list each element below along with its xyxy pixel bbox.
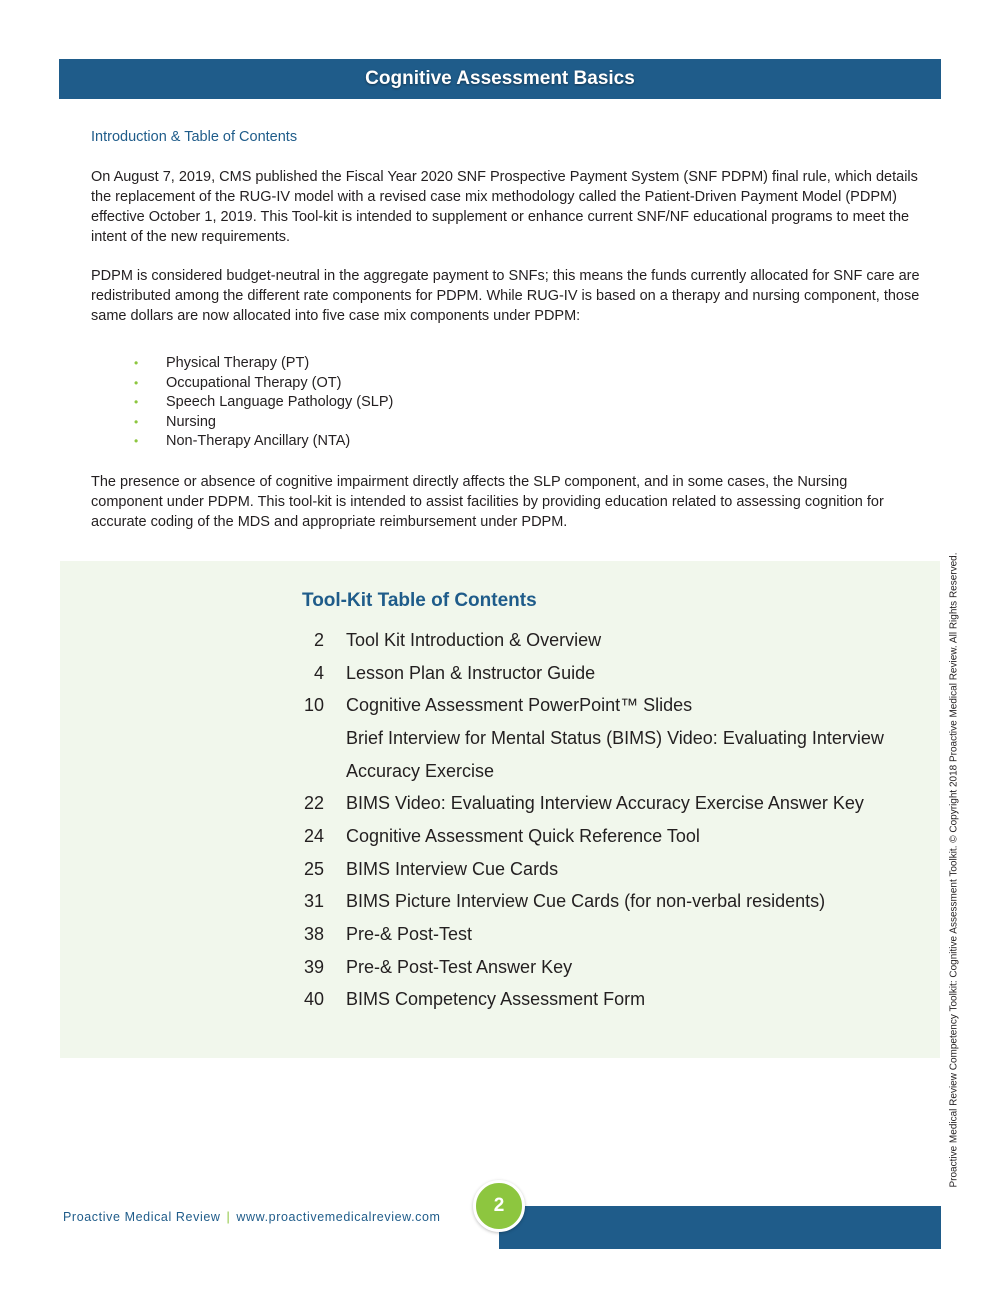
toc-entry [296, 886, 926, 919]
toc-entry-label: Accuracy Exercise [346, 760, 495, 781]
toc-entry [296, 657, 926, 690]
toc-entry-label: Brief Interview for Mental Status (BIMS) Video: Evaluating Interview [346, 727, 884, 748]
toc-entry-label: Pre-& Post-Test [346, 924, 473, 945]
toc-entry-label: BIMS Competency Assessment Form [346, 989, 646, 1010]
toc-title: Tool-Kit Table of Contents [302, 590, 537, 611]
toc-page-number: 24 [303, 825, 324, 846]
list-item [134, 354, 393, 374]
toc-entry [296, 787, 926, 820]
list-item [134, 432, 393, 452]
footer-bar [499, 1206, 941, 1249]
bullet-icon: • [134, 395, 139, 410]
toc-page-number: 39 [303, 956, 324, 977]
toc-page-number: 22 [303, 793, 324, 814]
toc-page-number: 25 [303, 858, 324, 879]
toc-entry [296, 689, 926, 722]
footer-separator: | [226, 1210, 231, 1224]
toc-entry [296, 984, 926, 1017]
page-title: Cognitive Assessment Basics [365, 68, 635, 89]
list-item-label: Non-Therapy Ancillary (NTA) [166, 433, 351, 450]
bullet-icon: • [134, 434, 139, 449]
side-copyright-text: Proactive Medical Review Competency Toolkit: Cognitive Assessment Toolkit. © Copyright 2018 Proactive Medical Review. All Rights Reserved. [948, 552, 960, 1188]
list-item-label: Speech Language Pathology (SLP) [166, 394, 394, 411]
list-item [134, 393, 393, 413]
bullet-icon: • [134, 414, 139, 429]
bullet-icon: • [134, 375, 139, 390]
toc-entry-label: Pre-& Post-Test Answer Key [346, 956, 573, 977]
list-item [134, 374, 393, 394]
bullet-icon: • [134, 356, 139, 370]
toc-page-number: 31 [303, 891, 324, 912]
list-item-label: Occupational Therapy (OT) [166, 374, 342, 391]
toc-page-number: 38 [303, 924, 324, 945]
toc-page-number: 2 [313, 629, 324, 650]
toc-entry-label: Cognitive Assessment PowerPoint™ Slides [346, 695, 693, 716]
toc-entry [296, 755, 926, 788]
toc-entry [296, 853, 926, 886]
intro-paragraph-1: On August 7, 2019, CMS published the Fiscal Year 2020 SNF Prospective Payment System (SNF PDPM) final rule, which details the replacement of the RUG-IV model with a revised case mix methodology called the Patient-Driven Payment Model (PDPM) effective October 1, 2019. This Tool-kit is intended to supplement or enhance current SNF/NF educational programs to meet the intent of the new requirements. [91, 169, 918, 245]
toc-entry-label: Lesson Plan & Instructor Guide [346, 662, 596, 683]
page-header-bar [59, 59, 941, 99]
list-item-label: Nursing [166, 413, 216, 430]
intro-paragraph-2: PDPM is considered budget-neutral in the aggregate payment to SNFs; this means the funds currently allocated for SNF care are redistributed among the different rate components for PDPM. While RUG-IV is based on a therapy and nursing component, those same dollars are now allocated into five case mix components under PDPM: [91, 268, 920, 324]
component-list [134, 354, 393, 452]
toc-entry [296, 951, 926, 984]
toc-entry-label: Cognitive Assessment Quick Reference Tool [346, 825, 700, 846]
list-item [134, 413, 393, 433]
toc-page-number: 10 [303, 695, 324, 716]
toc-entry [296, 624, 926, 657]
toc-entry [296, 918, 926, 951]
toc-page-number: 4 [313, 662, 324, 683]
list-item-label: Physical Therapy (PT) [166, 355, 310, 371]
toc-list [296, 624, 926, 1016]
footer-website-link[interactable]: www.proactivemedicalreview.com [236, 1210, 441, 1224]
toc-entry-label: BIMS Interview Cue Cards [346, 858, 559, 879]
footer-text [63, 1210, 441, 1224]
toc-entry-label: BIMS Picture Interview Cue Cards (for non-verbal residents) [346, 891, 826, 912]
footer-company: Proactive Medical Review [63, 1210, 221, 1224]
toc-entry-label: Tool Kit Introduction & Overview [346, 629, 602, 650]
toc-page-number: 40 [303, 989, 324, 1010]
toc-entry-label: BIMS Video: Evaluating Interview Accuracy Exercise Answer Key [346, 793, 864, 814]
toc-entry [296, 722, 926, 755]
section-heading: Introduction & Table of Contents [91, 129, 298, 145]
page-number-badge [473, 1180, 525, 1232]
page-number: 2 [493, 1195, 505, 1216]
intro-paragraph-3: The presence or absence of cognitive impairment directly affects the SLP component, and in some cases, the Nursing component under PDPM. This tool-kit is intended to assist facilities by providing education related to assessing cognition for accurate coding of the MDS and appropriate reimbursement under PDPM. [91, 474, 884, 530]
toc-entry [296, 820, 926, 853]
